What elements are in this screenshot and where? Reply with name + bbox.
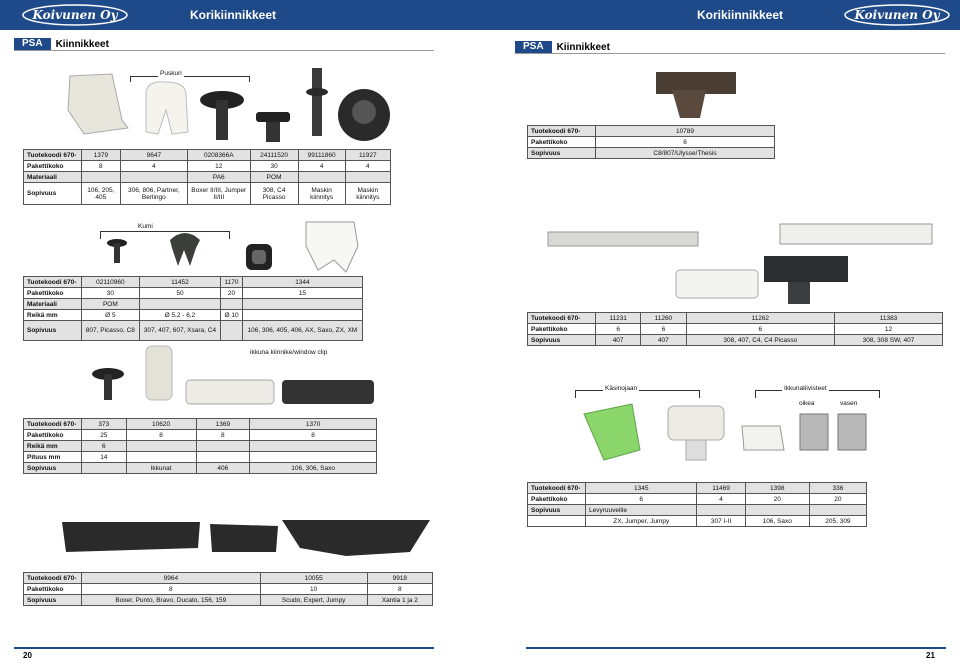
clip-1369-image: [186, 380, 274, 404]
table-cell: 11262: [686, 313, 835, 324]
clip-10789-image: [656, 72, 736, 118]
table-cell: [120, 172, 187, 183]
row-label: Sopivuus: [528, 148, 596, 159]
strip-9918-image: [282, 520, 430, 556]
row-label: Sopivuus: [24, 321, 82, 341]
table-cell: [250, 452, 377, 463]
table-row: [24, 288, 363, 299]
spec-table-7: [527, 482, 867, 527]
footer-line-right: [526, 647, 946, 649]
row-label: Reikä mm: [24, 310, 82, 321]
table-cell: 11469: [697, 483, 745, 494]
table-cell: 10: [260, 584, 367, 595]
spec-table-3: [23, 418, 377, 474]
table-cell: 11452: [139, 277, 220, 288]
spec-table-6: [527, 312, 943, 346]
table-row: [528, 494, 867, 505]
row-label: Pakettikoko: [24, 584, 82, 595]
section-code: PSA: [14, 38, 51, 50]
row-label: Tuotekoodi 670-: [528, 483, 586, 494]
clip-11927-image: [338, 89, 390, 141]
table-cell: 20: [809, 494, 866, 505]
table-row: [528, 483, 867, 494]
table-cell: 406: [196, 463, 250, 474]
header-title-right: Korikiinnikkeet: [697, 8, 784, 22]
table-cell: [126, 452, 196, 463]
clip-02110960-image: [107, 239, 127, 263]
row-label: Pakettikoko: [528, 494, 586, 505]
strip-11231-image: [548, 232, 698, 246]
table-cell: 106, Saxo: [745, 516, 809, 527]
table-cell: Ø 5: [82, 310, 140, 321]
row-label: [528, 516, 586, 527]
table-cell: 205, 309: [809, 516, 866, 527]
clip-1345-image: [584, 404, 640, 460]
clip-336-image: [800, 414, 866, 450]
clip-373-image: [92, 368, 124, 400]
clip-10620-image: [146, 346, 172, 400]
table-cell: 11231: [596, 313, 641, 324]
table-cell: Levyruuveille: [586, 505, 697, 516]
table-cell: Scudo, Expert, Jumpy: [260, 595, 367, 606]
table-cell: 4: [697, 494, 745, 505]
table-row: [24, 172, 391, 183]
section-title: Kiinnikkeet: [556, 41, 610, 53]
table-row: [24, 584, 433, 595]
table-cell: [250, 441, 377, 452]
table-cell: [221, 321, 243, 341]
table-cell: 11260: [641, 313, 686, 324]
table-cell: 6: [641, 324, 686, 335]
row-label: Tuotekoodi 670-: [24, 419, 82, 430]
table-cell: 336: [809, 483, 866, 494]
table-row: [528, 516, 867, 527]
clip-0208366A-image: [200, 91, 244, 140]
table-cell: 307, 407, 607, Xsara, C4: [139, 321, 220, 341]
clip-9647-image: [146, 82, 188, 134]
table-cell: 106, 306, 405, 406, AX, Saxo, ZX, XM: [242, 321, 362, 341]
spec-table-4: [23, 572, 433, 606]
table-cell: [82, 172, 121, 183]
table-row: [24, 441, 377, 452]
table-cell: 407: [596, 335, 641, 346]
table-row: [24, 452, 377, 463]
table-cell: 10620: [126, 419, 196, 430]
table-cell: 25: [82, 430, 127, 441]
table-cell: 11927: [345, 150, 390, 161]
table-row: [24, 419, 377, 430]
table-row: [24, 183, 391, 205]
table-cell: 8: [82, 584, 261, 595]
section-title: Kiinnikkeet: [55, 38, 109, 50]
clip-11262-image: [676, 270, 758, 298]
table-cell: 106, 306, Saxo: [250, 463, 377, 474]
table-row: [24, 430, 377, 441]
strip-10055-image: [210, 524, 278, 552]
spec-table-1: [23, 149, 391, 205]
table-cell: 14: [82, 452, 127, 463]
clip-11452-image: [170, 233, 200, 266]
table-cell: 8: [250, 430, 377, 441]
table-cell: 6: [596, 137, 775, 148]
table-cell: 1170: [221, 277, 243, 288]
table-cell: Xantia 1 ja 2: [367, 595, 432, 606]
row-label: Sopivuus: [528, 505, 586, 516]
row-label: Materiaali: [24, 299, 82, 310]
clip-99111860-image: [306, 68, 328, 136]
row-label: Sopivuus: [24, 463, 82, 474]
table-cell: [298, 172, 345, 183]
table-row: [24, 321, 363, 341]
table-cell: 807, Picasso, C8: [82, 321, 140, 341]
table-cell: 1370: [250, 419, 377, 430]
section-code: PSA: [515, 41, 552, 53]
table-cell: 6: [596, 324, 641, 335]
table-cell: 02110960: [82, 277, 140, 288]
table-row: [528, 324, 943, 335]
row-label: Tuotekoodi 670-: [528, 126, 596, 137]
row-label: Reikä mm: [24, 441, 82, 452]
row-label: Pakettikoko: [528, 137, 596, 148]
footer-line-left: [14, 647, 434, 649]
table-cell: POM: [250, 172, 298, 183]
table-row: [24, 310, 363, 321]
caption-oikea: oikea: [799, 400, 815, 407]
table-cell: 1344: [242, 277, 362, 288]
table-cell: [242, 310, 362, 321]
page-number-right: 21: [926, 651, 935, 660]
table-cell: 8: [82, 161, 121, 172]
clip-1344-image: [306, 222, 358, 272]
table-cell: 11383: [835, 313, 943, 324]
row-label: Tuotekoodi 670-: [24, 573, 82, 584]
table-cell: [745, 505, 809, 516]
table-cell: 373: [82, 419, 127, 430]
svg-text:Koivunen Oy: Koivunen Oy: [854, 8, 940, 22]
svg-text:Koivunen Oy: Koivunen Oy: [32, 8, 118, 22]
table-cell: 4: [345, 161, 390, 172]
caption-kasinojaan: Käsinojaan: [605, 385, 638, 392]
table-cell: 4: [298, 161, 345, 172]
table-row: [24, 463, 377, 474]
clip-11469-image: [668, 406, 724, 460]
table-row: [528, 137, 775, 148]
table-cell: 9918: [367, 573, 432, 584]
table-cell: [196, 452, 250, 463]
table-cell: Boxer, Punto, Bravo, Ducato, 156, 159: [82, 595, 261, 606]
table-cell: 9647: [120, 150, 187, 161]
spec-table-5: [527, 125, 775, 159]
table-cell: 0208366A: [188, 150, 250, 161]
table-cell: ZX, Jumper, Jumpy: [586, 516, 697, 527]
table-row: [528, 148, 775, 159]
table-cell: 12: [188, 161, 250, 172]
table-row: [24, 299, 363, 310]
table-cell: Maskin kiinnitys: [298, 183, 345, 205]
table-cell: 50: [139, 288, 220, 299]
table-cell: [345, 172, 390, 183]
clip-1170-image: [246, 244, 272, 270]
table-cell: 10055: [260, 573, 367, 584]
row-label: Tuotekoodi 670-: [24, 150, 82, 161]
table-cell: 106, 205, 405: [82, 183, 121, 205]
table-row: [528, 126, 775, 137]
table-cell: 1379: [82, 150, 121, 161]
row-label: Pituus mm: [24, 452, 82, 463]
table-cell: Boxer II/III, Jumper II/III: [188, 183, 250, 205]
table-cell: [126, 441, 196, 452]
row-label: Materiaali: [24, 172, 82, 183]
table-cell: 6: [586, 494, 697, 505]
table-cell: Maskin kiinnitys: [345, 183, 390, 205]
row-label: Pakettikoko: [24, 288, 82, 299]
table-cell: 307 I-II: [697, 516, 745, 527]
table-cell: [221, 299, 243, 310]
page-number-left: 20: [23, 651, 32, 660]
table-cell: Ikkunat: [126, 463, 196, 474]
table-row: [24, 573, 433, 584]
table-cell: 1345: [586, 483, 697, 494]
table-cell: Ø 5,2 - 6,2: [139, 310, 220, 321]
table-cell: 99111860: [298, 150, 345, 161]
table-cell: 4: [120, 161, 187, 172]
table-cell: C8/807/Ulysse/Thesis: [596, 148, 775, 159]
table-row: [528, 505, 867, 516]
table-cell: [139, 299, 220, 310]
table-cell: 12: [835, 324, 943, 335]
table-cell: 407: [641, 335, 686, 346]
table-row: [24, 595, 433, 606]
table-row: [24, 161, 391, 172]
table-row: [528, 335, 943, 346]
table-cell: 308, 308 SW, 407: [835, 335, 943, 346]
table-cell: 308, 407, C4, C4 Picasso: [686, 335, 835, 346]
row-label: Tuotekoodi 670-: [24, 277, 82, 288]
table-cell: Ø 10: [221, 310, 243, 321]
table-cell: [196, 441, 250, 452]
clip-24111520-image: [256, 112, 290, 142]
row-label: Tuotekoodi 670-: [528, 313, 596, 324]
table-cell: [242, 299, 362, 310]
table-cell: 9964: [82, 573, 261, 584]
table-cell: 20: [221, 288, 243, 299]
clip-11383-image: [764, 256, 848, 304]
row-label: Pakettikoko: [528, 324, 596, 335]
table-cell: POM: [82, 299, 140, 310]
header-title-left: Korikiinnikkeet: [190, 8, 277, 22]
row-label: Pakettikoko: [24, 161, 82, 172]
table-row: [24, 150, 391, 161]
clip-1398-image: [742, 426, 784, 450]
table-cell: [697, 505, 745, 516]
caption-vasen: vasen: [840, 400, 858, 407]
row-label: Sopivuus: [24, 595, 82, 606]
caption-window-clip: ikkuna kiinnike/window clip: [250, 349, 328, 356]
table-cell: 6: [686, 324, 835, 335]
table-cell: 8: [367, 584, 432, 595]
table-cell: 8: [126, 430, 196, 441]
table-cell: [809, 505, 866, 516]
strip-11260-image: [780, 224, 932, 244]
table-cell: 1398: [745, 483, 809, 494]
table-cell: PA6: [188, 172, 250, 183]
table-cell: 30: [250, 161, 298, 172]
clip-1370-image: [282, 380, 374, 404]
table-cell: 24111520: [250, 150, 298, 161]
caption-kumi: Kumi: [138, 223, 153, 230]
row-label: Sopivuus: [528, 335, 596, 346]
table-cell: 1369: [196, 419, 250, 430]
strip-9964-image: [62, 522, 200, 552]
table-cell: 8: [196, 430, 250, 441]
table-cell: 15: [242, 288, 362, 299]
spec-table-2: [23, 276, 363, 341]
caption-puskuri: Puskuri: [160, 70, 182, 77]
table-cell: [82, 463, 127, 474]
table-cell: 308, C4 Picasso: [250, 183, 298, 205]
clip-1379-image: [68, 74, 128, 134]
table-cell: 306, 806, Partner, Berlingo: [120, 183, 187, 205]
table-row: [528, 313, 943, 324]
row-label: Pakettikoko: [24, 430, 82, 441]
table-cell: 30: [82, 288, 140, 299]
table-cell: 6: [82, 441, 127, 452]
caption-ikkunatiivisteet: Ikkunatiivisteet: [784, 385, 827, 392]
table-row: [24, 277, 363, 288]
table-cell: 20: [745, 494, 809, 505]
row-label: Sopivuus: [24, 183, 82, 205]
table-cell: 10789: [596, 126, 775, 137]
